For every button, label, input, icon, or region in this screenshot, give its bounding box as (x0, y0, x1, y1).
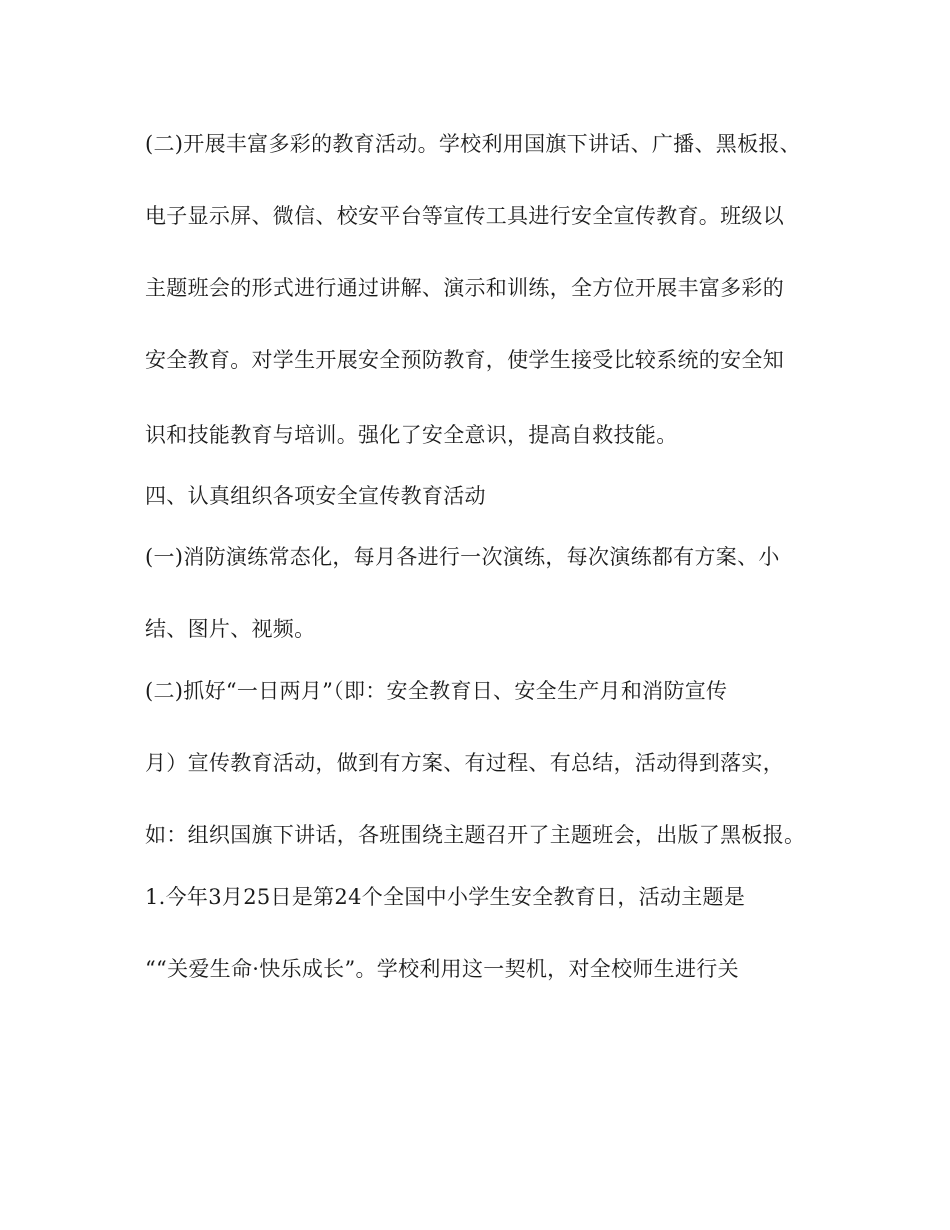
paragraph-line: (一)消防演练常态化，每月各进行一次演练，每次演练都有方案、小 (145, 545, 780, 569)
paragraph-line: 结、图片、视频。 (145, 617, 316, 641)
paragraph-line: (二)抓好“一日两月”（即：安全教育日、安全生产月和消防宣传 (145, 679, 728, 703)
paragraph-line: 如：组织国旗下讲话，各班围绕主题召开了主题班会，出版了黑板报。 (145, 823, 806, 847)
paragraph-line: 安全教育。对学生开展安全预防教育，使学生接受比较系统的安全知 (145, 348, 784, 372)
paragraph-line: ““关爱生命·快乐成长”。学校利用这一契机，对全校师生进行关 (145, 957, 739, 981)
section-heading: 四、认真组织各项安全宣传教育活动 (145, 484, 486, 508)
paragraph-line: (二)开展丰富多彩的教育活动。学校利用国旗下讲话、广播、黑板报、 (145, 132, 801, 156)
paragraph-line: 主题班会的形式进行通过讲解、演示和训练，全方位开展丰富多彩的 (145, 276, 784, 300)
paragraph-line: 月）宣传教育活动，做到有方案、有过程、有总结，活动得到落实， (145, 751, 784, 775)
paragraph-line: 电子显示屏、微信、校安平台等宣传工具进行安全宣传教育。班级以 (145, 204, 784, 228)
paragraph-line: 1.今年3月25日是第24个全国中小学生安全教育日，活动主题是 (145, 885, 746, 909)
paragraph-line: 识和技能教育与培训。强化了安全意识，提高自救技能。 (145, 423, 678, 447)
